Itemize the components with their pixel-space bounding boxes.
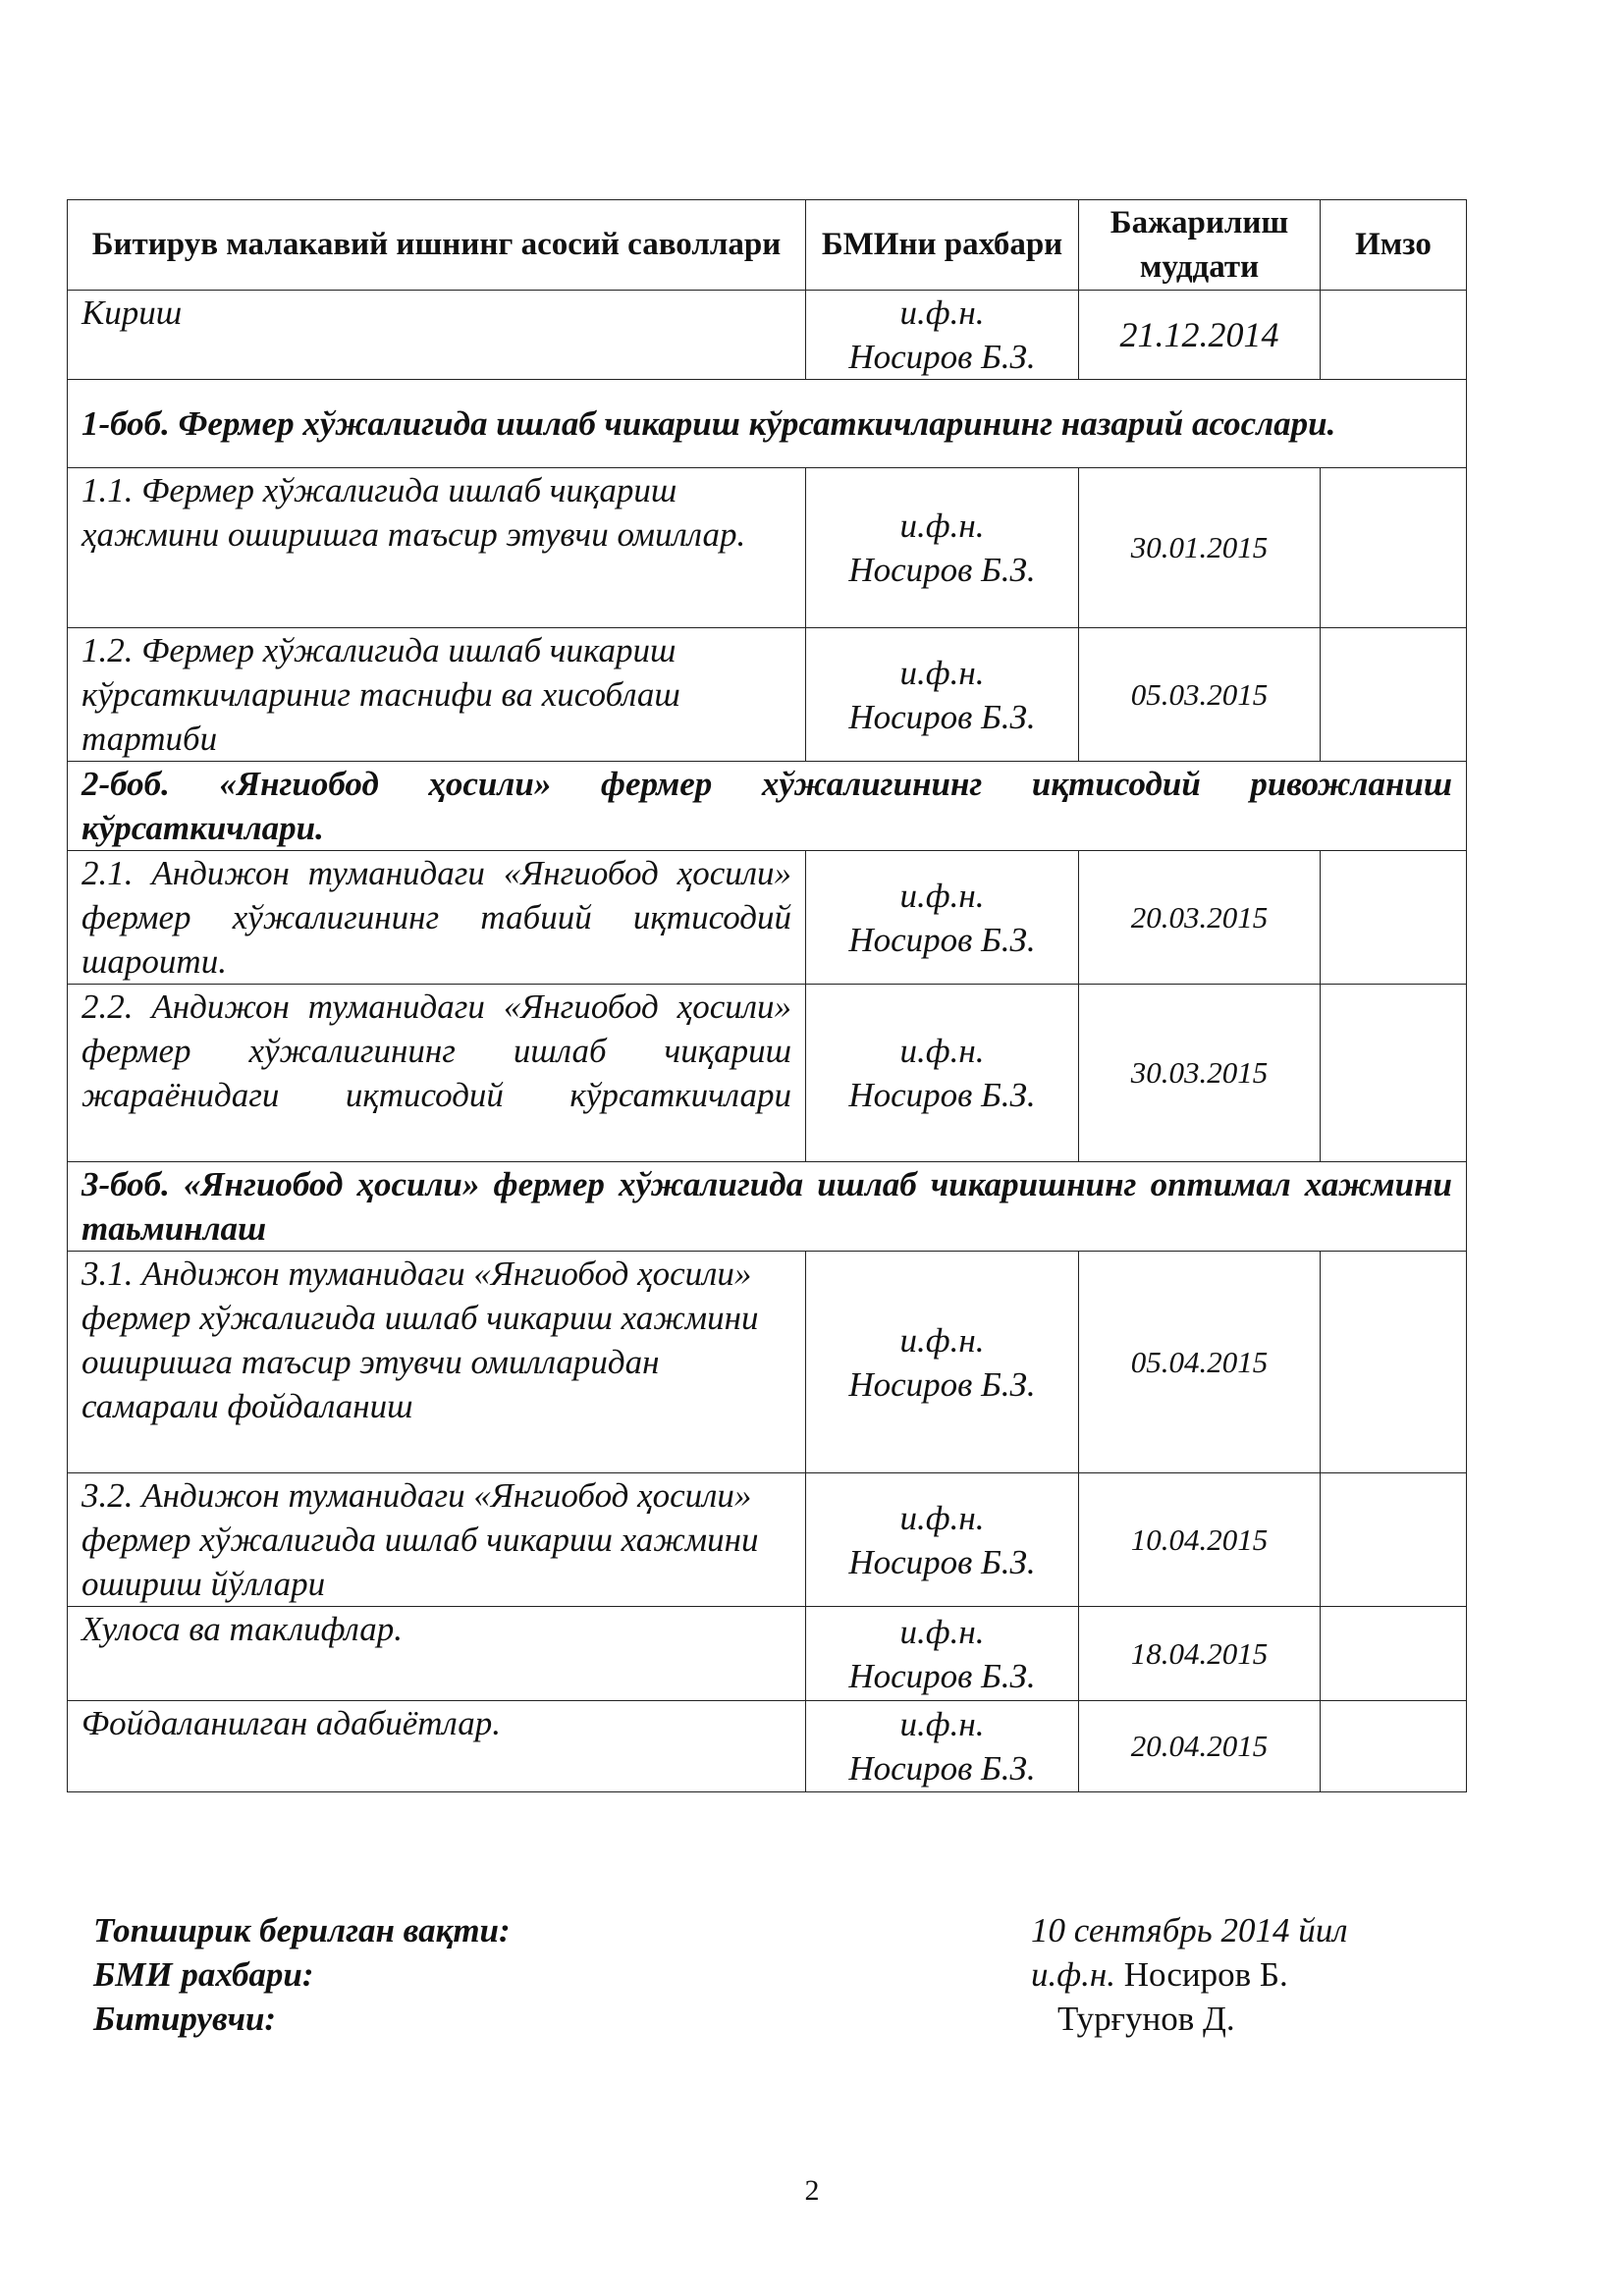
supervisor-degree: и.ф.н. (899, 653, 985, 692)
deadline-cell: 30.01.2015 (1079, 468, 1321, 628)
supervisor-value (1031, 1952, 1348, 1997)
deadline-cell: 20.04.2015 (1079, 1701, 1321, 1792)
supervisor-degree: и.ф.н. (899, 507, 985, 545)
supervisor-name: Носиров Б.З. (848, 338, 1036, 376)
footer-labels (93, 1908, 511, 2041)
supervisor-cell (806, 291, 1079, 380)
chapter-2-title: 2-боб. «Янгиобод ҳосили» фермер хўжалигининг иқтисодий ривожланиш кўрсаткичлари. (68, 762, 1467, 851)
header-supervisor: БМИни рахбари (806, 200, 1079, 291)
supervisor-name: Носиров Б. (1123, 1955, 1288, 1994)
signature-cell (1321, 851, 1467, 985)
topic-cell: 2.2. Андижон туманидаги «Янгиобод ҳосили» фермер хўжалигининг ишлаб чиқариш жараёнидаги иқтисодий кўрсаткичлари (68, 985, 806, 1162)
supervisor-name: Носиров Б.З. (848, 1749, 1036, 1788)
supervisor-cell (806, 985, 1079, 1162)
supervisor-name: Носиров Б.З. (848, 551, 1036, 589)
supervisor-cell (806, 1473, 1079, 1607)
signature-cell (1321, 1473, 1467, 1607)
supervisor-degree: и.ф.н. (899, 876, 985, 915)
table-row (68, 468, 1467, 628)
signature-cell (1321, 291, 1467, 380)
table-row (68, 1252, 1467, 1473)
chapter-row (68, 762, 1467, 851)
thesis-plan-table (67, 199, 1467, 1792)
supervisor-degree: и.ф.н. (899, 294, 985, 332)
table-header-row (68, 200, 1467, 291)
signature-cell (1321, 628, 1467, 762)
topic-cell: Кириш (68, 291, 806, 380)
table-row (68, 291, 1467, 380)
deadline-cell: 20.03.2015 (1079, 851, 1321, 985)
deadline-cell: 21.12.2014 (1079, 291, 1321, 380)
deadline-cell: 10.04.2015 (1079, 1473, 1321, 1607)
header-questions: Битирув малакавий ишнинг асосий саволлари (68, 200, 806, 291)
topic-cell: Фойдаланилган адабиётлар. (68, 1701, 806, 1792)
chapter-row (68, 380, 1467, 468)
supervisor-degree: и.ф.н. (899, 1498, 985, 1537)
topic-cell: 3.2. Андижон туманидаги «Янгиобод ҳосили» фермер хўжалигида ишлаб чикариш хажмини ошириш йўллари (68, 1473, 806, 1607)
topic-cell: 1.1. Фермер хўжалигида ишлаб чиқариш ҳажмини оширишга таъсир этувчи омиллар. (68, 468, 806, 628)
assigned-date-label: Топширик берилган вақти: (93, 1911, 511, 1949)
supervisor-degree: и.ф.н. (899, 1032, 985, 1070)
chapter-3-title: 3-боб. «Янгиобод ҳосили» фермер хўжалигида ишлаб чикаришнинг оптимал хажмини таьминлаш (68, 1162, 1467, 1252)
deadline-cell: 18.04.2015 (1079, 1607, 1321, 1701)
signature-cell (1321, 1701, 1467, 1792)
header-deadline: Бажарилиш муддати (1079, 200, 1321, 291)
table-row (68, 1607, 1467, 1701)
supervisor-cell (806, 468, 1079, 628)
table-row (68, 1473, 1467, 1607)
supervisor-name: Носиров Б.З. (848, 1542, 1036, 1581)
graduate-label: Битирувчи: (93, 2000, 277, 2038)
supervisor-label: БМИ рахбари: (93, 1955, 314, 1994)
header-signature: Имзо (1321, 200, 1467, 291)
supervisor-cell (806, 1701, 1079, 1792)
supervisor-degree: и.ф.н. (899, 1612, 985, 1651)
supervisor-name: Носиров Б.З. (848, 920, 1036, 959)
supervisor-name: Носиров Б.З. (848, 1076, 1036, 1114)
deadline-cell: 30.03.2015 (1079, 985, 1321, 1162)
table-row (68, 1701, 1467, 1792)
table-row (68, 851, 1467, 985)
supervisor-cell (806, 1252, 1079, 1473)
supervisor-cell (806, 1607, 1079, 1701)
supervisor-title: и.ф.н. (1031, 1955, 1115, 1994)
signature-cell (1321, 985, 1467, 1162)
topic-cell: 2.1. Андижон туманидаги «Янгиобод ҳосили» фермер хўжалигининг табиий иқтисодий шароити. (68, 851, 806, 985)
supervisor-name: Носиров Б.З. (848, 1364, 1036, 1404)
table-row (68, 628, 1467, 762)
footer-values (1031, 1908, 1348, 2041)
supervisor-name: Носиров Б.З. (848, 1656, 1036, 1695)
chapter-1-title: 1-боб. Фермер хўжалигида ишлаб чикариш кўрсаткичларининг назарий асослари. (68, 380, 1467, 468)
signature-cell (1321, 468, 1467, 628)
topic-cell: 1.2. Фермер хўжалигида ишлаб чикариш кўрсаткичлариниг таснифи ва хисоблаш тартиби (68, 628, 806, 762)
graduate-name: Турғунов Д. (1057, 2000, 1235, 2038)
page-number: 2 (804, 2174, 820, 2207)
table-row (68, 985, 1467, 1162)
chapter-row (68, 1162, 1467, 1252)
deadline-cell: 05.03.2015 (1079, 628, 1321, 762)
deadline-cell: 05.04.2015 (1079, 1252, 1321, 1473)
topic-cell: 3.1. Андижон туманидаги «Янгиобод ҳосили» фермер хўжалигида ишлаб чикариш хажмини оширишга таъсир этувчи омилларидан самарали фойдаланиш (68, 1252, 806, 1473)
signature-cell (1321, 1252, 1467, 1473)
signature-cell (1321, 1607, 1467, 1701)
supervisor-name: Носиров Б.З. (848, 697, 1036, 736)
supervisor-degree: и.ф.н. (899, 1320, 985, 1360)
supervisor-cell (806, 851, 1079, 985)
assigned-date-value: 10 сентябрь 2014 йил (1031, 1911, 1348, 1949)
supervisor-degree: и.ф.н. (899, 1705, 985, 1743)
supervisor-cell (806, 628, 1079, 762)
topic-cell: Хулоса ва таклифлар. (68, 1607, 806, 1701)
